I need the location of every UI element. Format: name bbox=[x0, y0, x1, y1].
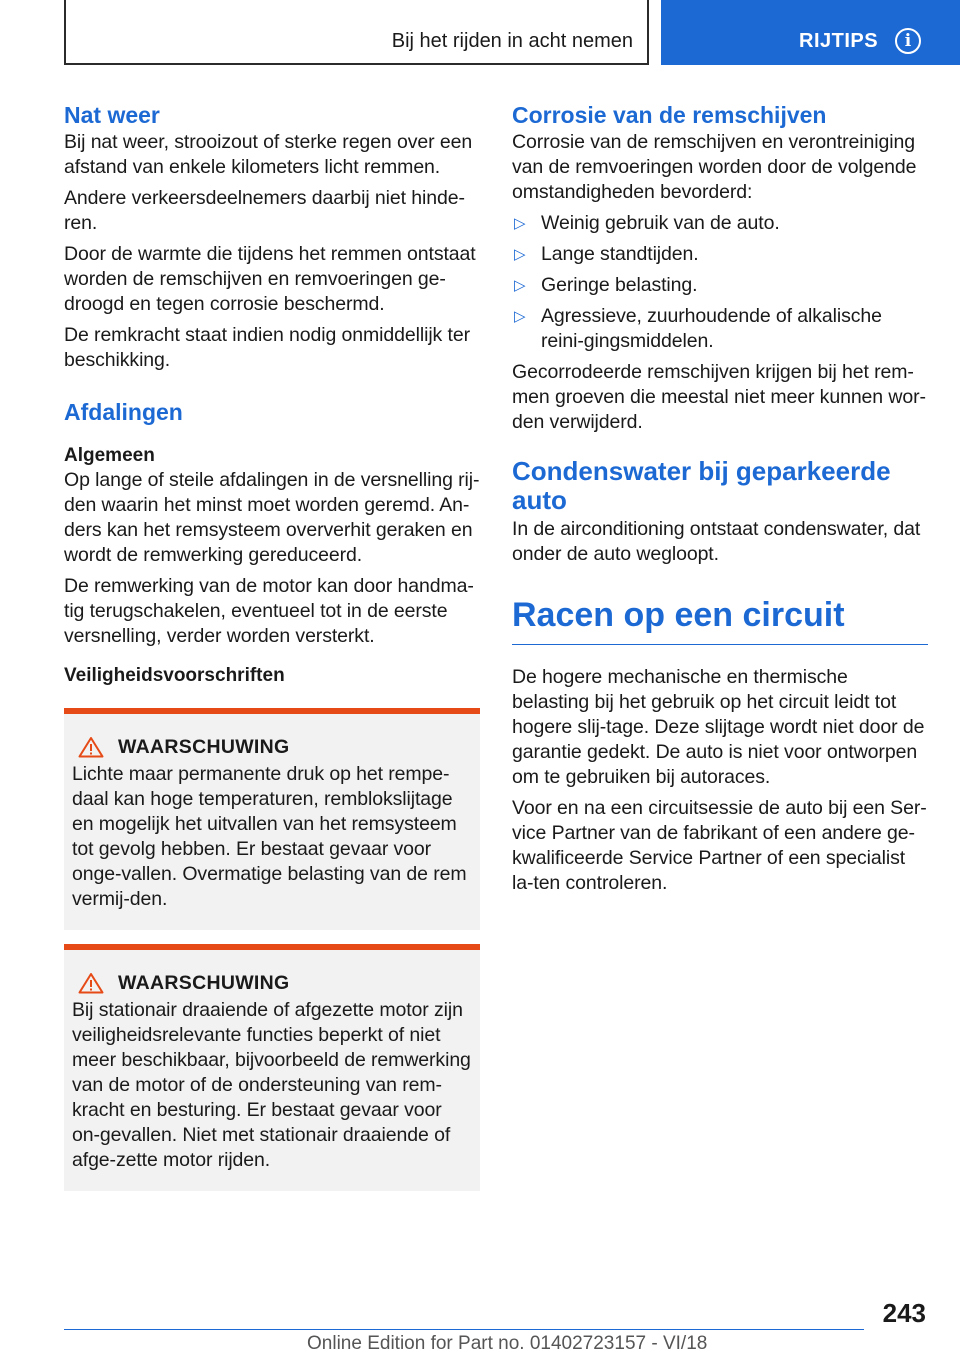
info-icon[interactable]: i bbox=[895, 28, 921, 54]
warning-triangle-icon bbox=[78, 736, 104, 758]
page-number: 243 bbox=[882, 1298, 926, 1328]
heading-nat-weer: Nat weer bbox=[64, 102, 160, 128]
paragraph: Op lange of steile afdalingen in de versnelling rij-den waarin het minst moet worden geremd. An-ders kan het remsysteem oververhit geraken en wordt de remwerking gereduceerd. bbox=[64, 469, 480, 566]
list-item bbox=[512, 211, 928, 236]
heading-afdalingen: Afdalingen bbox=[64, 399, 183, 425]
warning-header bbox=[72, 970, 472, 996]
subheading-veiligheidsvoorschriften: Veiligheidsvoorschriften bbox=[64, 665, 285, 686]
bullet-list bbox=[512, 211, 928, 354]
triangle-bullet-icon: ▷ bbox=[514, 215, 526, 232]
triangle-bullet-icon: ▷ bbox=[514, 246, 526, 263]
footer-edition: Online Edition for Part no. 01402723157 - VI/18 bbox=[307, 1333, 708, 1354]
warning-box bbox=[64, 708, 480, 930]
heading-racen-op-een-circuit: Racen op een circuit bbox=[512, 595, 928, 645]
left-column bbox=[64, 100, 480, 1191]
warning-box bbox=[64, 944, 480, 1191]
paragraph: Door de warmte die tijdens het remmen ontstaat worden de remschijven en remvoeringen ge-droogd en tegen corrosie beschermd. bbox=[64, 243, 476, 315]
list-item bbox=[512, 273, 928, 298]
footer-divider bbox=[64, 1329, 864, 1330]
paragraph: Bij nat weer, strooizout of sterke regen over een afstand van enkele kilometers licht remmen. bbox=[64, 131, 473, 178]
paragraph: In de airconditioning ontstaat condenswater, dat onder de auto wegloopt. bbox=[512, 518, 921, 565]
list-item-text: Weinig gebruik van de auto. bbox=[541, 212, 780, 234]
paragraph: De remkracht staat indien nodig onmiddellijk ter beschikking. bbox=[64, 324, 470, 371]
heading-corrosie: Corrosie van de remschijven bbox=[512, 102, 827, 128]
paragraph: Corrosie van de remschijven en verontreiniging van de remvoeringen worden door de volgende omstandigheden bevorderd: bbox=[512, 131, 917, 203]
list-item-text: Lange standtijden. bbox=[541, 243, 699, 265]
warning-text: Lichte maar permanente druk op het rempe-daal kan hoge temperaturen, remblokslijtage en mogelijk het uitvallen van het remsysteem tot gevolg hebben. Er bestaat gevaar voor onge-vallen. Overmatige belasting van de rem vermij-den. bbox=[72, 763, 467, 910]
warning-triangle-icon bbox=[78, 972, 104, 994]
heading-condenswater: Condenswater bij geparkeerde auto bbox=[512, 456, 891, 515]
paragraph: Andere verkeersdeelnemers daarbij niet hinde-ren. bbox=[64, 187, 465, 234]
right-column bbox=[512, 100, 928, 902]
warning-header bbox=[72, 734, 472, 760]
subheading-algemeen: Algemeen bbox=[64, 445, 155, 466]
warning-text: Bij stationair draaiende of afgezette motor zijn veiligheidsrelevante functies beperkt of niet meer beschikbaar, bijvoorbeeld de remwerking van de motor of de ondersteuning van rem-kracht en besturing. Er bestaat gevaar voor on-gevallen. Niet met stationair draaiende of afge-zette motor rijden. bbox=[72, 999, 471, 1171]
paragraph: Gecorrodeerde remschijven krijgen bij het rem-men groeven die meestal niet meer kunnen wor-den verwijderd. bbox=[512, 361, 926, 433]
triangle-bullet-icon: ▷ bbox=[514, 277, 526, 294]
triangle-bullet-icon: ▷ bbox=[514, 308, 526, 325]
paragraph: Voor en na een circuitsessie de auto bij een Ser-vice Partner van de fabrikant of een andere ge-kwalificeerde Service Partner of een specialist la-ten controleren. bbox=[512, 797, 927, 894]
chapter-tab-label: RIJTIPS bbox=[799, 30, 879, 52]
warning-title: WAARSCHUWING bbox=[118, 736, 290, 758]
paragraph: De remwerking van de motor kan door handma-tig terugschakelen, eventueel tot in de eerste versnelling, verder worden versterkt. bbox=[64, 575, 474, 647]
warning-title: WAARSCHUWING bbox=[118, 972, 290, 994]
paragraph: De hogere mechanische en thermische belasting bij het gebruik op het circuit leidt tot hogere slij-tage. Deze slijtage wordt niet door de garantie gedekt. De auto is niet voor ontworpen om te gebruiken bij autoraces. bbox=[512, 666, 925, 788]
list-item bbox=[512, 304, 928, 354]
list-item bbox=[512, 242, 928, 267]
list-item-text: Geringe belasting. bbox=[541, 274, 698, 296]
chapter-tab[interactable] bbox=[661, 0, 960, 65]
header-section-box bbox=[64, 0, 649, 65]
header-section-title: Bij het rijden in acht nemen bbox=[391, 30, 633, 52]
list-item-text: Agressieve, zuurhoudende of alkalische reini-gingsmiddelen. bbox=[541, 305, 882, 352]
